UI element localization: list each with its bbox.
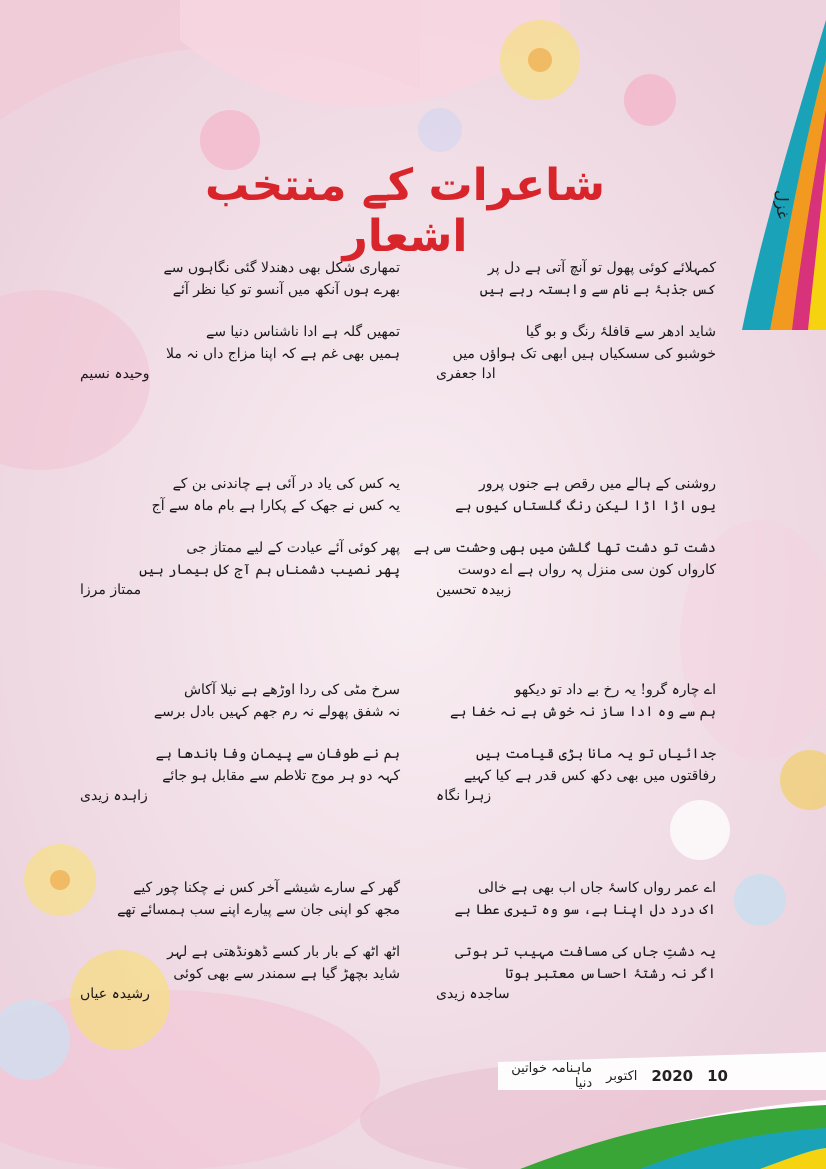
verse-line: جدائیاں تو یہ مانا بڑی قیامت ہیں — [476, 746, 716, 762]
verse-line: بھرے ہوں آنکھ میں آنسو تو کیا نظر آئے — [172, 282, 400, 298]
poet-name: زاہدہ زیدی — [80, 788, 148, 804]
verse-line: پھر کوئی آئے عیادت کے لیے ممتاز جی — [186, 540, 400, 556]
verse-line: گھر کے سارے شیشے آخر کس نے چکنا چور کیے — [133, 880, 400, 896]
verse-line: دشت تو دشت تھا گلشن میں بھی وحشت سی ہے — [413, 540, 716, 556]
poet-name: ساجدہ زیدی — [436, 986, 510, 1002]
verse-line: ہمیں بھی غم ہے کہ اپنا مزاج داں نہ ملا — [166, 346, 400, 362]
verse-line: اٹھ اٹھ کے بار بار کسے ڈھونڈھتی ہے لہر — [167, 944, 400, 960]
magazine-name: ماہنامہ خواتین دنیا — [511, 1061, 593, 1091]
page-title: شاعرات کے منتخب اشعار — [205, 160, 605, 262]
verse-line: سرخ مٹی کی ردا اوڑھے ہے نیلا آکاش — [183, 682, 400, 698]
verse-line: نہ شفق پھولے نہ رم جھم کہیں بادل برسے — [153, 704, 400, 720]
poet-name: ادا جعفری — [436, 366, 496, 382]
poem-block — [413, 474, 716, 598]
verse-line: کس جذبۂ بے نام سے وابستہ رہے ہیں — [479, 282, 716, 298]
verse-line: اک درد دل اپنا ہے، سو وہ تیری عطا ہے — [454, 902, 716, 918]
verse-line: یوں اڑا اڑا لیکن رنگ گلستاں کیوں ہے — [455, 498, 716, 514]
poem-block — [80, 258, 400, 382]
verse-line: اے عمر رواں کاسۂ جاں اب بھی ہے خالی — [478, 880, 716, 896]
poem-block — [80, 680, 400, 804]
verse-line: مجھ کو اپنی جان سے پیارے اپنے سب ہمسائے تھے — [117, 902, 400, 918]
issue-year: 2020 — [651, 1067, 694, 1085]
verse-line: تمھیں گلہ ہے ادا ناشناس دنیا سے — [206, 324, 400, 340]
verse-line: ہم نے طوفان سے پیمانِ وفا باندھا ہے — [155, 746, 400, 762]
verse-line: کارواں کون سی منزل پہ رواں ہے اے دوست — [457, 562, 716, 578]
poet-name: رشیدہ عیاں — [80, 986, 150, 1002]
verse-line: ہم سے وہ ادا ساز نہ خوش ہے نہ خفا ہے — [450, 704, 716, 720]
poet-name: وحیدہ نسیم — [80, 366, 150, 382]
verse-line: اے چارہ گرو! یہ رخ بے داد تو دیکھو — [514, 682, 716, 698]
poem-block — [80, 474, 400, 598]
verse-line: پھر نصیب دشمناں ہم آج کل بیمار ہیں — [139, 562, 400, 578]
verse-line: شاید ادھر سے قافلۂ رنگ و بو گیا — [525, 324, 716, 340]
verse-line: کہہ دو ہر موج تلاطم سے مقابل ہو جائے — [162, 768, 400, 784]
verse-line: یہ کس کی یاد در آئی ہے چاندنی بن کے — [172, 476, 400, 492]
poem-block — [436, 878, 716, 1002]
verse-line: روشنی کے ہالے میں رقص ہے جنوں پرور — [478, 476, 716, 492]
verse-line: اگر نہ رشتۂ احساس معتبر ہوتا — [505, 966, 716, 982]
verse-line: کمہلائے کوئی پھول تو آنچ آتی ہے دل پر — [487, 260, 716, 276]
poet-name: ممتاز مرزا — [80, 582, 142, 598]
poet-name: زبیدہ تحسین — [436, 582, 512, 598]
section-label: غزل — [773, 190, 792, 219]
verse-line: یہ کس نے جھک کے پکارا ہے بام ماہ سے آج — [151, 498, 400, 514]
page-number: 10 — [707, 1067, 728, 1085]
verse-line: رفاقتوں میں بھی دکھ کس قدر ہے کیا کہیے — [463, 768, 716, 784]
verse-line: شاید بچھڑ گیا ہے سمندر سے بھی کوئی — [173, 966, 400, 982]
poet-name: زہرا نگاہ — [436, 788, 492, 804]
poem-block — [436, 258, 716, 382]
issue-month: اکتوبر — [606, 1068, 638, 1084]
page-footer — [498, 1062, 824, 1090]
verse-line: خوشبو کی سسکیاں ہیں ابھی تک ہواؤں میں — [452, 346, 716, 362]
poem-block — [80, 878, 400, 1002]
verse-line: یہ دشتِ جاں کی مسافت مہیب تر ہوتی — [455, 944, 716, 960]
poem-block — [436, 680, 716, 804]
verse-line: تمھاری شکل بھی دھندلا گئی نگاہوں سے — [163, 260, 400, 276]
